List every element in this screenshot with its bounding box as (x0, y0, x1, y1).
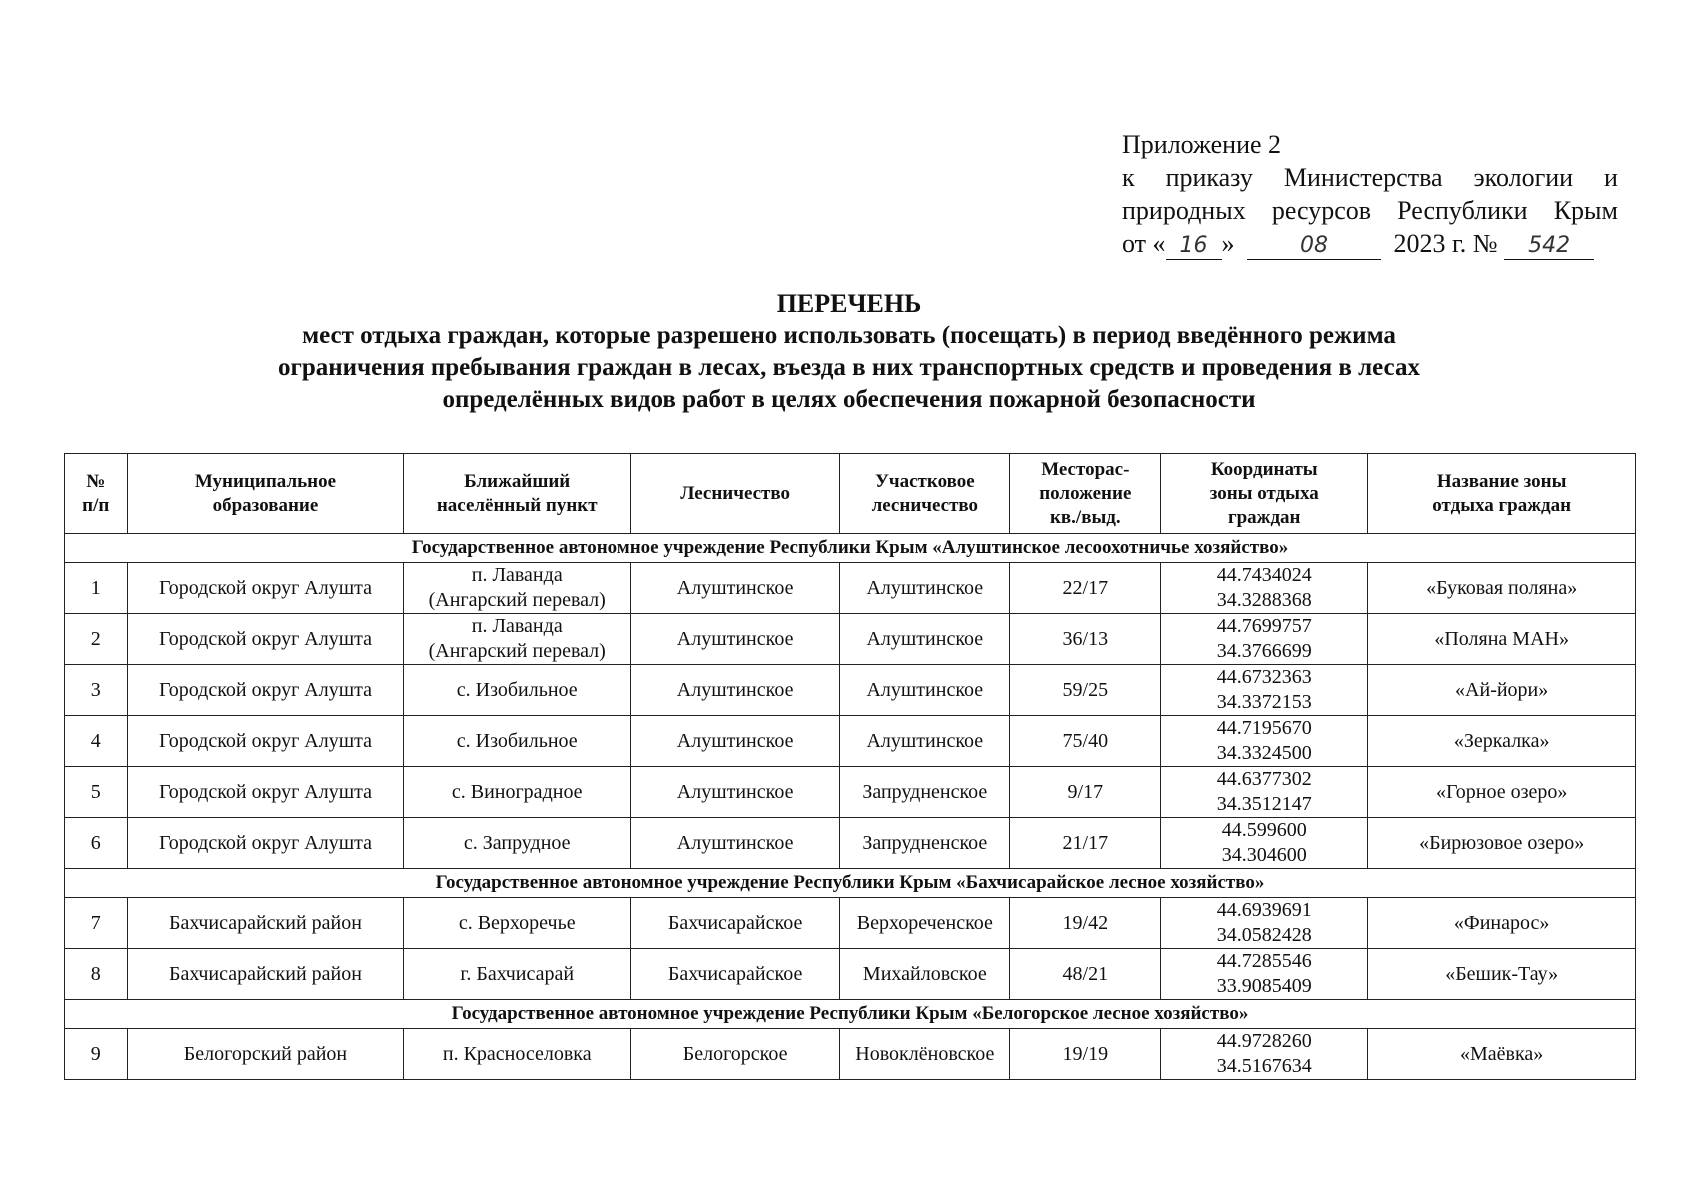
cell-settlement (404, 818, 631, 869)
cell-municipality: Городской округ Алушта (127, 716, 404, 767)
cell-coordinates (1161, 949, 1368, 1000)
cell-no: 7 (65, 898, 128, 949)
cell-coordinates (1161, 614, 1368, 665)
cell-settlement (404, 665, 631, 716)
cell-zone-name: «Поляна МАН» (1368, 614, 1636, 665)
cell-location: 19/42 (1010, 898, 1161, 949)
cell-settlement-line: п. Красноселовка (442, 1042, 592, 1065)
cell-no: 2 (65, 614, 128, 665)
cell-coordinates-line: 44.599600 (1221, 819, 1307, 841)
group-title: Государственное автономное учреждение Республики Крым «Белогорское лесное хозяйство» (65, 1000, 1636, 1029)
cell-coordinates (1161, 818, 1368, 869)
cell-municipality: Бахчисарайский район (127, 898, 404, 949)
cell-location: 9/17 (1010, 767, 1161, 818)
header-coordinates: Координаты зоны отдыха граждан (1161, 454, 1368, 534)
cell-settlement (404, 767, 631, 818)
cell-district-forestry: Верхореченское (840, 898, 1010, 949)
group-title: Государственное автономное учреждение Республики Крым «Алуштинское лесоохотничье хозяйство» (65, 534, 1636, 563)
table-row (65, 1029, 1636, 1080)
cell-coordinates (1161, 665, 1368, 716)
cell-coordinates-line: 44.6377302 (1216, 768, 1312, 790)
cell-coordinates (1161, 898, 1368, 949)
cell-no: 3 (65, 665, 128, 716)
cell-municipality: Городской округ Алушта (127, 818, 404, 869)
header-settlement: Ближайший населённый пункт (404, 454, 631, 534)
cell-location: 48/21 (1010, 949, 1161, 1000)
table-row (65, 767, 1636, 818)
cell-coordinates (1161, 1029, 1368, 1080)
cell-forestry: Алуштинское (631, 563, 840, 614)
cell-coordinates-line: 33.9085409 (1216, 975, 1312, 997)
header-no: № п/п (65, 454, 128, 534)
table-header-row (65, 454, 1636, 534)
group-title: Государственное автономное учреждение Республики Крым «Бахчисарайское лесное хозяйство» (65, 869, 1636, 898)
cell-coordinates-line: 34.3324500 (1216, 742, 1312, 764)
title-line-3: определённых видов работ в целях обеспечения пожарной безопасности (442, 386, 1256, 413)
header-municipality: Муниципальное образование (127, 454, 404, 534)
cell-district-forestry: Запрудненское (840, 818, 1010, 869)
cell-coordinates-line: 34.3512147 (1216, 793, 1312, 815)
header-district-forestry: Участковое лесничество (840, 454, 1010, 534)
cell-zone-name: «Бирюзовое озеро» (1368, 818, 1636, 869)
cell-coordinates-line: 44.7285546 (1216, 950, 1312, 972)
cell-location: 19/19 (1010, 1029, 1161, 1080)
cell-forestry: Бахчисарайское (631, 949, 840, 1000)
cell-municipality: Городской округ Алушта (127, 563, 404, 614)
cell-coordinates-line: 44.7195670 (1216, 717, 1312, 739)
cell-zone-name: «Бешик-Тау» (1368, 949, 1636, 1000)
cell-no: 6 (65, 818, 128, 869)
cell-district-forestry: Новоклёновское (840, 1029, 1010, 1080)
cell-zone-name: «Зеркалка» (1368, 716, 1636, 767)
order-number: 542 (1504, 233, 1594, 260)
group-row (65, 534, 1636, 563)
cell-settlement (404, 563, 631, 614)
cell-no: 9 (65, 1029, 128, 1080)
document-title (0, 288, 1698, 416)
cell-district-forestry: Алуштинское (840, 716, 1010, 767)
title-heading: ПЕРЕЧЕНЬ (776, 289, 922, 318)
appendix-date-line: от « 16 » 08 2023 г. № 542 (1122, 227, 1618, 260)
cell-district-forestry: Алуштинское (840, 614, 1010, 665)
cell-settlement-line: с. Верхоречье (458, 911, 576, 934)
cell-coordinates (1161, 563, 1368, 614)
cell-municipality: Белогорский район (127, 1029, 404, 1080)
cell-municipality: Бахчисарайский район (127, 949, 404, 1000)
cell-zone-name: «Финарос» (1368, 898, 1636, 949)
cell-district-forestry: Запрудненское (840, 767, 1010, 818)
header-zone-name: Название зоны отдыха граждан (1368, 454, 1636, 534)
cell-coordinates-line: 44.9728260 (1216, 1030, 1312, 1052)
cell-settlement (404, 716, 631, 767)
cell-settlement (404, 614, 631, 665)
header-location: Месторас- положение кв./выд. (1010, 454, 1161, 534)
cell-location: 75/40 (1010, 716, 1161, 767)
cell-no: 4 (65, 716, 128, 767)
cell-coordinates (1161, 716, 1368, 767)
cell-coordinates-line: 44.7699757 (1216, 615, 1312, 637)
cell-settlement-line: (Ангарский перевал) (428, 589, 606, 611)
cell-no: 1 (65, 563, 128, 614)
header-forestry: Лесничество (631, 454, 840, 534)
cell-coordinates-line: 34.304600 (1221, 844, 1307, 866)
cell-location: 22/17 (1010, 563, 1161, 614)
order-month: 08 (1247, 233, 1381, 260)
cell-location: 59/25 (1010, 665, 1161, 716)
cell-forestry: Алуштинское (631, 665, 840, 716)
group-row (65, 1000, 1636, 1029)
cell-coordinates-line: 34.5167634 (1216, 1055, 1312, 1077)
cell-coordinates-line: 44.6939691 (1216, 899, 1312, 921)
cell-settlement-line: п. Лаванда (471, 615, 563, 637)
cell-zone-name: «Горное озеро» (1368, 767, 1636, 818)
appendix-line-2: природных ресурсов Республики Крым (1122, 196, 1618, 225)
group-row (65, 869, 1636, 898)
cell-settlement-line: с. Виноградное (451, 780, 583, 803)
cell-coordinates-line: 34.3766699 (1216, 640, 1312, 662)
cell-forestry: Алуштинское (631, 716, 840, 767)
cell-district-forestry: Алуштинское (840, 665, 1010, 716)
cell-coordinates-line: 44.6732363 (1216, 666, 1312, 688)
cell-settlement-line: п. Лаванда (471, 564, 563, 586)
cell-zone-name: «Ай-йори» (1368, 665, 1636, 716)
cell-forestry: Алуштинское (631, 818, 840, 869)
appendix-line-1: к приказу Министерства экологии и (1122, 163, 1618, 192)
cell-district-forestry: Михайловское (840, 949, 1010, 1000)
cell-settlement (404, 949, 631, 1000)
title-line-1: мест отдыха граждан, которые разрешено использовать (посещать) в период введённого режима (302, 322, 1396, 349)
cell-coordinates-line: 34.3288368 (1216, 589, 1312, 611)
cell-settlement-line: с. Запрудное (463, 831, 571, 854)
cell-municipality: Городской округ Алушта (127, 614, 404, 665)
order-day: 16 (1166, 233, 1222, 260)
table-row (65, 716, 1636, 767)
cell-coordinates-line: 34.3372153 (1216, 691, 1312, 713)
cell-zone-name: «Маёвка» (1368, 1029, 1636, 1080)
cell-coordinates (1161, 767, 1368, 818)
cell-forestry: Белогорское (631, 1029, 840, 1080)
table-body (65, 534, 1636, 1080)
cell-settlement (404, 898, 631, 949)
cell-location: 36/13 (1010, 614, 1161, 665)
cell-settlement-line: с. Изобильное (456, 729, 578, 752)
title-line-2: ограничения пребывания граждан в лесах, въезда в них транспортных средств и проведения в лесах (278, 354, 1420, 381)
cell-municipality: Городской округ Алушта (127, 665, 404, 716)
cell-forestry: Алуштинское (631, 767, 840, 818)
rest-places-table (64, 453, 1636, 1080)
table-row (65, 614, 1636, 665)
cell-settlement-line: (Ангарский перевал) (428, 640, 606, 662)
cell-settlement-line: с. Изобильное (456, 678, 578, 701)
table-row (65, 898, 1636, 949)
table-row (65, 563, 1636, 614)
cell-zone-name: «Буковая поляна» (1368, 563, 1636, 614)
cell-forestry: Алуштинское (631, 614, 840, 665)
cell-district-forestry: Алуштинское (840, 563, 1010, 614)
cell-settlement-line: г. Бахчисарай (460, 962, 575, 985)
table-row (65, 665, 1636, 716)
cell-no: 5 (65, 767, 128, 818)
cell-settlement (404, 1029, 631, 1080)
appendix-title: Приложение 2 (1122, 130, 1282, 159)
cell-location: 21/17 (1010, 818, 1161, 869)
appendix-block (1122, 128, 1618, 260)
table-row (65, 818, 1636, 869)
table-row (65, 949, 1636, 1000)
cell-no: 8 (65, 949, 128, 1000)
cell-coordinates-line: 44.7434024 (1216, 564, 1312, 586)
cell-forestry: Бахчисарайское (631, 898, 840, 949)
cell-municipality: Городской округ Алушта (127, 767, 404, 818)
cell-coordinates-line: 34.0582428 (1216, 924, 1312, 946)
